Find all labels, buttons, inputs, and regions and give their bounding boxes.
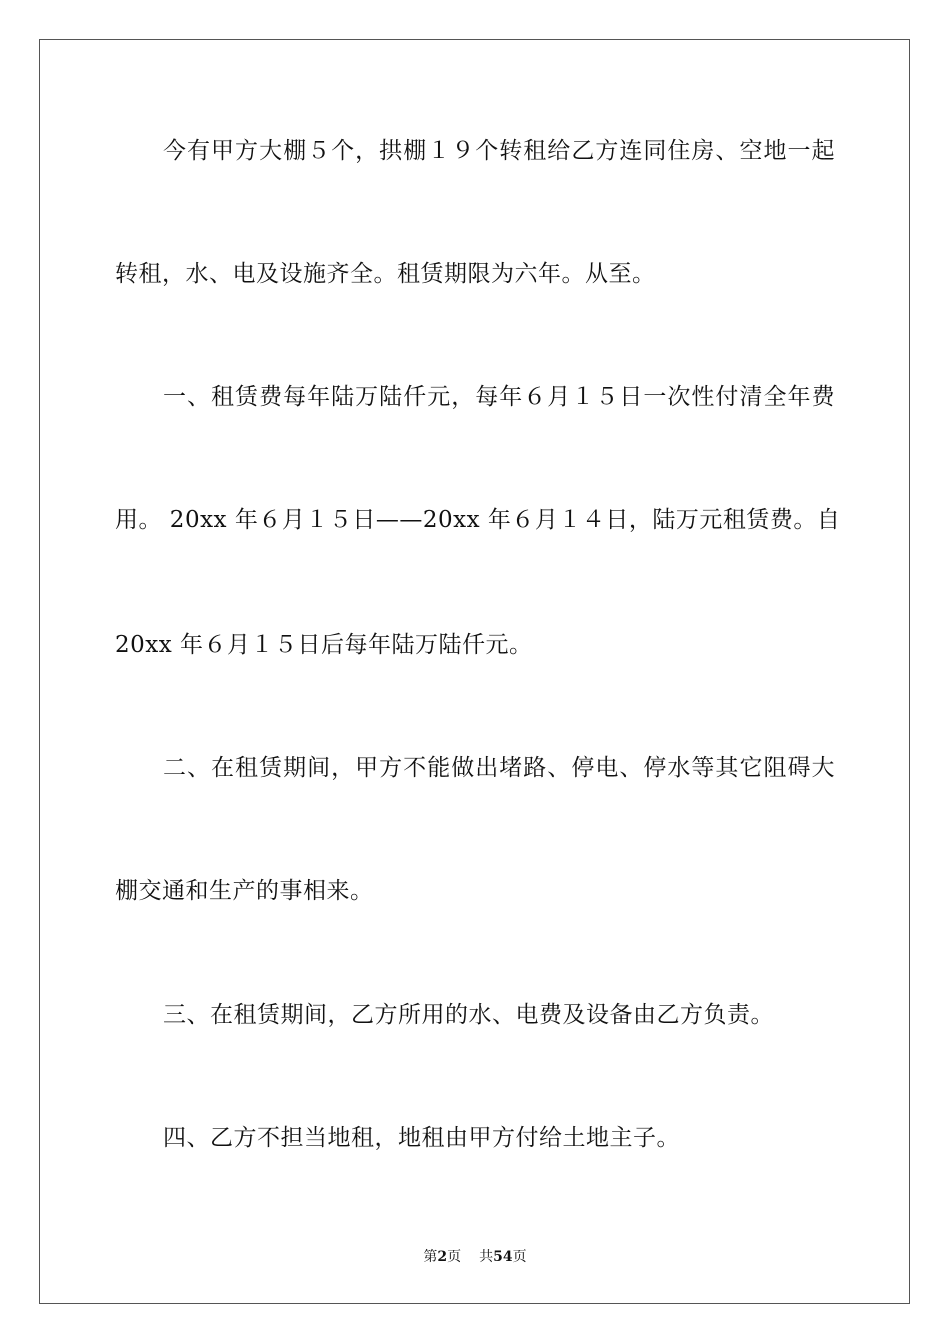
total-pages: 54 xyxy=(493,1249,513,1265)
paragraph-line-5: 20xx 年６月１５日后每年陆万陆仟元。 xyxy=(115,632,533,658)
total-suffix: 页 xyxy=(512,1249,527,1265)
page-suffix: 页 xyxy=(447,1249,462,1265)
paragraph-line-2: 转租，水、电及设施齐全。租赁期限为六年。从至。 xyxy=(115,261,656,287)
paragraph-line-6: 二、在租赁期间，甲方不能做出堵路、停电、停水等其它阻碍大 xyxy=(163,755,835,781)
paragraph-line-1: 今有甲方大棚５个，拱棚１９个转租给乙方连同住房、空地一起 xyxy=(163,138,835,164)
page-footer xyxy=(0,1248,950,1266)
total-prefix: 共 xyxy=(479,1249,494,1265)
paragraph-line-7: 棚交通和生产的事相来。 xyxy=(115,878,374,904)
paragraph-line-9: 四、乙方不担当地租，地租由甲方付给土地主子。 xyxy=(163,1125,680,1151)
paragraph-line-3: 一、租赁费每年陆万陆仟元，每年６月１５日一次性付清全年费 xyxy=(163,384,835,410)
page-border xyxy=(39,39,910,1304)
page-prefix: 第 xyxy=(423,1249,438,1265)
paragraph-line-8: 三、在租赁期间，乙方所用的水、电费及设备由乙方负责。 xyxy=(163,1002,774,1028)
page-number: 2 xyxy=(437,1249,448,1265)
paragraph-line-4: 用。 20xx 年６月１５日——20xx 年６月１４日，陆万元租赁费。自 xyxy=(115,507,841,533)
